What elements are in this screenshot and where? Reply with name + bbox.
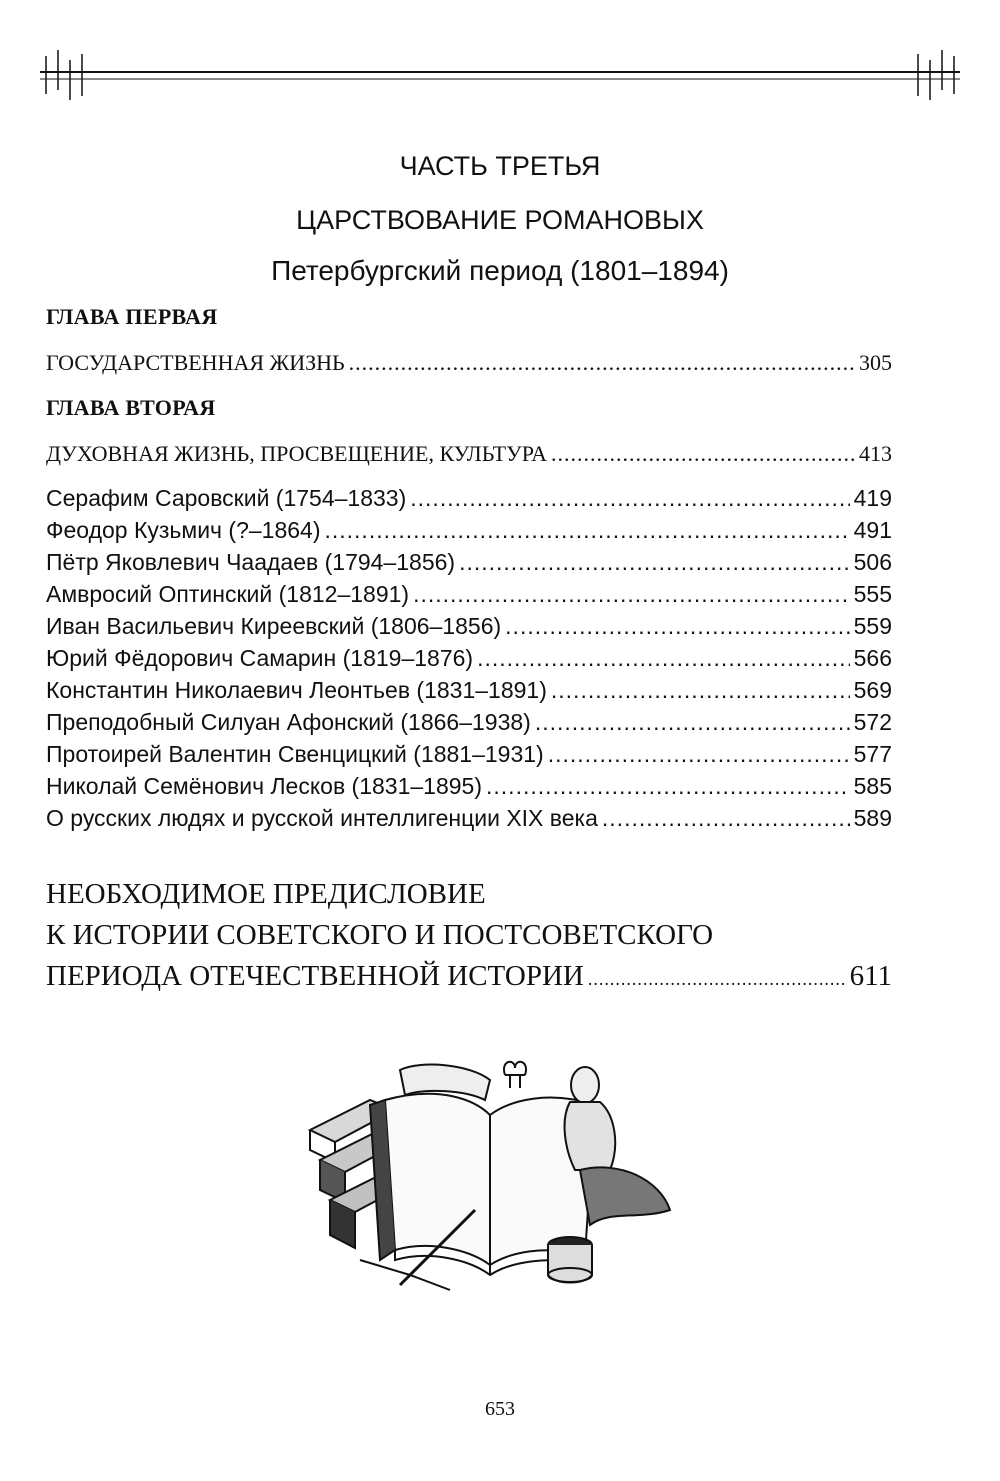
toc-item[interactable] bbox=[46, 805, 892, 832]
toc-item-page: 566 bbox=[853, 645, 892, 671]
toc-item[interactable] bbox=[46, 709, 892, 736]
books-illustration bbox=[300, 1060, 680, 1295]
part-period: Петербургский период (1801–1894) bbox=[271, 255, 729, 286]
toc-item-title: Иван Васильевич Киреевский (1806–1856) bbox=[46, 613, 502, 639]
toc-item-page: 589 bbox=[853, 805, 892, 831]
toc-item-title: Феодор Кузьмич (?–1864) bbox=[46, 517, 321, 543]
toc-leader-dots bbox=[477, 645, 850, 672]
toc-leader-dots bbox=[410, 485, 849, 512]
toc-item-title: Серафим Саровский (1754–1833) bbox=[46, 485, 407, 511]
toc-item-title: Преподобный Силуан Афонский (1866–1938) bbox=[46, 709, 531, 735]
toc-item-page: 569 bbox=[853, 677, 892, 703]
toc-leader-dots bbox=[324, 517, 849, 544]
final-section-line: К ИСТОРИИ СОВЕТСКОГО И ПОСТСОВЕТСКОГО bbox=[46, 919, 714, 951]
toc-leader-dots bbox=[349, 350, 855, 376]
toc-entry-state-life[interactable] bbox=[46, 350, 892, 376]
toc-leader-dots bbox=[459, 549, 850, 576]
toc-leader-dots bbox=[602, 805, 850, 832]
toc-item[interactable] bbox=[46, 581, 892, 608]
page-number: 653 bbox=[485, 1398, 515, 1420]
toc-item[interactable] bbox=[46, 517, 892, 544]
chapter-two-label: ГЛАВА ВТОРАЯ bbox=[46, 395, 216, 420]
toc-leader-dots bbox=[486, 773, 850, 800]
toc-item[interactable] bbox=[46, 741, 892, 768]
part-subtitle: ЦАРСТВОВАНИЕ РОМАНОВЫХ bbox=[296, 205, 704, 235]
toc-item-title: Юрий Фёдорович Самарин (1819–1876) bbox=[46, 645, 474, 671]
chapter-one-label: ГЛАВА ПЕРВАЯ bbox=[46, 304, 218, 329]
toc-item-page: 577 bbox=[853, 741, 892, 767]
header-ornament bbox=[40, 50, 960, 100]
toc-leader-dots bbox=[413, 581, 850, 608]
toc-item-title: О русских людях и русской интеллигенции XIX века bbox=[46, 805, 598, 831]
toc-leader-dots bbox=[551, 441, 855, 467]
toc-entry-title: ГОСУДАРСТВЕННАЯ ЖИЗНЬ bbox=[46, 350, 345, 375]
toc-item[interactable] bbox=[46, 613, 892, 640]
toc-item[interactable] bbox=[46, 773, 892, 800]
toc-item[interactable] bbox=[46, 485, 892, 512]
toc-entry-spiritual-life[interactable] bbox=[46, 441, 892, 467]
toc-entry-title: ДУХОВНАЯ ЖИЗНЬ, ПРОСВЕЩЕНИЕ, КУЛЬТУРА bbox=[46, 441, 548, 466]
toc-item-page: 419 bbox=[853, 485, 892, 511]
toc-item[interactable] bbox=[46, 677, 892, 704]
toc-item-page: 559 bbox=[853, 613, 892, 639]
toc-leader-dots bbox=[551, 677, 850, 704]
toc-item-page: 555 bbox=[853, 581, 892, 607]
toc-item-page: 491 bbox=[853, 517, 892, 543]
toc-item[interactable] bbox=[46, 549, 892, 576]
toc-item-page: 585 bbox=[853, 773, 892, 799]
toc-item-page: 506 bbox=[853, 549, 892, 575]
toc-leader-dots bbox=[505, 613, 849, 640]
toc-item-title: Пётр Яковлевич Чаадаев (1794–1856) bbox=[46, 549, 456, 575]
final-section-line: НЕОБХОДИМОЕ ПРЕДИСЛОВИЕ bbox=[46, 878, 486, 910]
toc-leader-dots bbox=[535, 709, 850, 736]
toc-item-title: Константин Николаевич Леонтьев (1831–1891) bbox=[46, 677, 547, 703]
toc-leader-dots bbox=[588, 969, 846, 990]
toc-item[interactable] bbox=[46, 645, 892, 672]
toc-entry-page: 413 bbox=[859, 441, 892, 466]
final-section-last-line bbox=[46, 960, 892, 993]
toc-leader-dots bbox=[548, 741, 850, 768]
final-section-page: 611 bbox=[849, 960, 892, 992]
toc-item-title: Амвросий Оптинский (1812–1891) bbox=[46, 581, 410, 607]
final-section-line: ПЕРИОДА ОТЕЧЕСТВЕННОЙ ИСТОРИИ bbox=[46, 960, 584, 992]
toc-item-page: 572 bbox=[853, 709, 892, 735]
toc-item-title: Николай Семёнович Лесков (1831–1895) bbox=[46, 773, 483, 799]
toc-entry-page: 305 bbox=[859, 350, 892, 375]
toc-item-title: Протоирей Валентин Свенцицкий (1881–1931) bbox=[46, 741, 544, 767]
part-title: ЧАСТЬ ТРЕТЬЯ bbox=[399, 151, 601, 181]
